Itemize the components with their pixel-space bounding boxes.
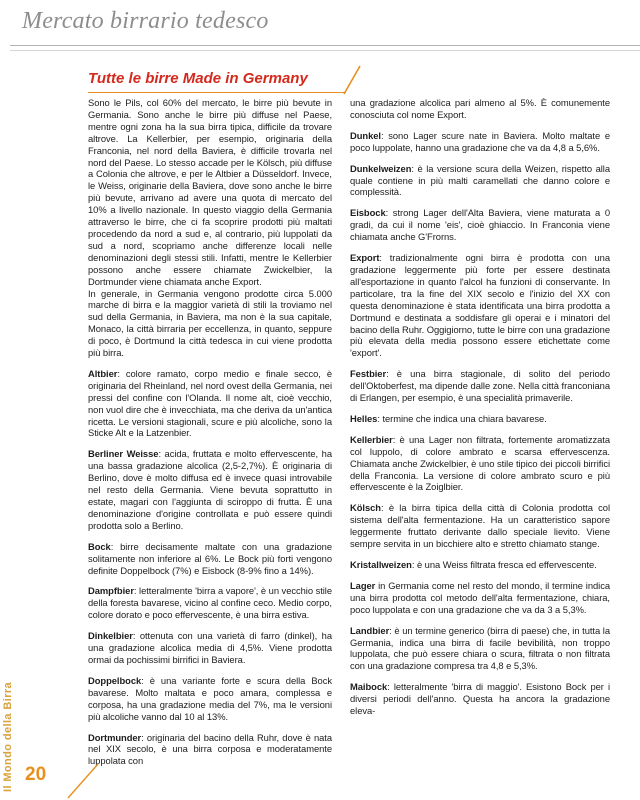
glossary-term: Kölsch — [350, 502, 381, 514]
page-header — [0, 0, 640, 56]
glossary-term: Dunkelweizen — [350, 162, 412, 174]
glossary-term: Kellerbier — [350, 433, 393, 445]
glossary-entry — [88, 541, 332, 577]
glossary-entry — [350, 130, 610, 154]
header-rule — [10, 45, 640, 46]
glossary-term: Dortmunder — [88, 731, 142, 743]
glossary-entry — [350, 625, 610, 673]
glossary-term: Landbier — [350, 624, 390, 636]
glossary-term: Dampfbier — [88, 585, 134, 597]
glossary-entry — [88, 585, 332, 621]
glossary-entry — [88, 448, 332, 531]
glossary-term: Bock — [88, 540, 111, 552]
intro-paragraph-2: In generale, in Germania vengono prodotte circa 5.000 marche di birra e la maggior varietà di stili la troviamo nel sud della Germania, in Baviera, ma non è la sua capitale, Monaco, la città birraria per eccellenza, in quanto, seppure di poco, è Dortmund la città tedesca in cui viene prodotta più birra. — [88, 287, 332, 359]
glossary-definition: : è una Lager non filtrata, fortemente aromatizzata col luppolo, di colore ambrato e scarsa effervescenza. Chiamata anche Zwickelbier, è uno stile tipico dei piccoli birrifici della Franconia. La versione di colore ambrato scuro e più effervescente è la Zoiglbier. — [350, 433, 610, 493]
glossary-entry — [350, 207, 610, 243]
glossary-term: Altbier — [88, 367, 118, 379]
glossary-entry — [350, 163, 610, 199]
glossary-definition: : birre decisamente maltate con una gradazione solitamente non inferiore al 6%. Le Bock più forti vengono definite Doppelbock (7%) e Eisbock (8-9% fino a 14%). — [88, 540, 332, 576]
glossary-definition: : termine che indica una chiara bavarese. — [377, 412, 547, 424]
glossary-term: Berliner Weisse — [88, 448, 159, 460]
left-column — [88, 97, 332, 767]
side-label — [2, 682, 16, 792]
glossary-definition: : acida, fruttata e molto effervescente, ha una bassa gradazione alcolica (2,5-2,7%). È originaria di Berlino, dove è molto diffusa ed è invece quasi introvabile nel resto della Germania. Viene bevuta soprattutto in estate, magari con l'aggiunta di sciroppo di frutta. È una denominazione d'origine controllata e può essere quindi prodotta solo a Berlino. — [88, 448, 332, 531]
glossary-definition: : letteralmente 'birra di maggio'. Esistono Bock per i diversi periodi dell'anno. Questa ha ancora la gradazione eleva- — [350, 681, 610, 717]
swoosh-icon — [342, 64, 362, 96]
section-title: Tutte le birre Made in Germany — [88, 70, 308, 87]
side-label-text: Il Mondo della Birra — [2, 681, 14, 792]
glossary-term: Dinkelbier — [88, 630, 133, 642]
glossary-entry — [350, 681, 610, 717]
glossary-term: Eisbock — [350, 207, 386, 219]
glossary-definition: : è un termine generico (birra di paese) che, in tutta la Germania, indica una birra di facile bevibilità, non troppo luppolata, che può essere chiara o scura, filtrata o non filtrata con una gradazione compresa tra 4,8 e 5,3%. — [350, 624, 610, 672]
glossary-entry — [350, 559, 610, 571]
title-underline — [88, 92, 346, 93]
glossary-term: Export — [350, 252, 380, 264]
glossary-definition: : è la versione scura della Weizen, rispetto alla quale contiene in più malti caramellati che danno colore e complessità. — [350, 162, 610, 198]
glossary-term: Lager — [350, 579, 376, 591]
glossary-entry — [350, 580, 610, 616]
glossary-definition: : originaria del bacino della Ruhr, dove è nata nel XIX secolo, è una birra corposa e moderatamente luppolata con — [88, 731, 332, 767]
glossary-definition: : è una variante forte e scura della Bock bavarese. Molto maltata e poco amara, complessa e corposa, ha una gradazione media del 7%, ma le versioni più alcoliche vanno dal 10 al 13%. — [88, 674, 332, 722]
glossary-entry — [350, 252, 610, 359]
glossary-entry — [88, 675, 332, 723]
glossary-term: Doppelbock — [88, 674, 142, 686]
glossary-term: Kristallweizen — [350, 559, 412, 570]
glossary-entry — [350, 368, 610, 404]
glossary-entry — [350, 434, 610, 494]
glossary-entry — [88, 630, 332, 666]
header-title: Mercato birrario tedesco — [22, 8, 269, 34]
glossary-definition: : strong Lager dell'Alta Baviera, viene maturata a 0 gradi, da cui il nome 'eis', cioè ghiaccio. In Franconia viene chiamata anche G'Frorns. — [350, 207, 610, 243]
glossary-definition: : letteralmente 'birra a vapore', è un vecchio stile della foresta bavarese, vicino al confine ceco. Medio corpo, colore dorato e poco effervescente, è una birra estiva. — [88, 585, 332, 621]
page-number: 20 — [25, 764, 47, 785]
glossary-entry — [350, 413, 610, 425]
glossary-definition: : ottenuta con una varietà di farro (dinkel), ha una gradazione alcolica media di 4,5%. Viene prodotta ormai da pochissimi birrifici in Baviera. — [88, 630, 332, 665]
intro-paragraph-1: Sono le Pils, col 60% del mercato, le birre più bevute in Germania. Sono anche le birre più diffuse nel Paese, mentre ogni zona ha la sua birra tipica, difficile da trovare altrove. La Kellerbier, per esempio, originaria della Franconia, nel nord della Baviera, è difficile trovarla nel nord del Paese. Lo stesso accade per le Kölsch, più diffuse a Colonia che altrove, e per le Altbier a Düsseldorf. Invece, le Weiss, originarie della Baviera, dove sono anche le birre più bevute, arrivano ad avere una quota di mercato del 10% a livello nazionale. In questo viaggio della Germania attraverso le birre, che ci fa scoprire prodotti più maltati procedendo da nord a sud e, al contrario, più luppolati da sud a nord, scopriamo anche differenze locali nelle denominazioni degli stessi stili. Infatti, mentre le Kellerbier possono anche essere chiamate Zwickelbier, la Dortmunder viene chiamata anche Export. — [88, 97, 332, 287]
glossary-entry — [88, 732, 332, 768]
glossary-term: Maibock — [350, 681, 388, 693]
glossary-term: Helles — [350, 412, 378, 424]
glossary-definition: : colore ramato, corpo medio e finale secco, è originaria del Rheinland, nel nord ovest della Germania, nei pressi del confine con l'Olanda. Il nome alt, cioè vecchio, non vuol dire che è invecchiata, ma che deriva da un'antica ricetta. Le versioni stagionali, scure e più alcoliche, sono la Sticke Alt e la Latzenbier. — [88, 367, 332, 439]
glossary-definition: : sono Lager scure nate in Baviera. Molto maltate e poco luppolate, hanno una gradazione che va da 4,8 a 5,6%. — [350, 129, 610, 153]
continued-paragraph: una gradazione alcolica pari almeno al 5%. È comunemente conosciuta col nome Export. — [350, 97, 610, 120]
corner-swoosh-icon — [64, 760, 104, 800]
glossary-definition: : è una Weiss filtrata fresca ed effervescente. — [411, 559, 597, 570]
glossary-definition: : tradizionalmente ogni birra è prodotta con una gradazione leggermente più forte per essere destinata all'esportazione in quanto l'alcol ha funzioni di conservante. In particolare, tra la fine del XIX secolo e l'inizio del XX con questa denominazione è stata identificata una birra prodotta a Dortmund e destinata a soddisfare gli operai e i minatori del bacino della Ruhr. Oggigiorno, tutte le birre con una gradazione più elevata della media possono essere etichettate come 'export'. — [350, 252, 610, 359]
glossary-definition: in Germania come nel resto del mondo, il termine indica una birra prodotta col metodo dell'alta fermentazione, chiara, poco luppolata e con una gradazione che va da 3 a 5,3%. — [350, 579, 610, 615]
glossary-term: Dunkel — [350, 129, 381, 141]
glossary-term: Festbier — [350, 368, 387, 380]
glossary-definition: : è la birra tipica della città di Colonia prodotta col sistema dell'alta fermentazione. Ha un caratteristico sapore leggermente fruttato derivante dallo speciale lievito. Viene sempre servita in un bicchiere alto e stretto chiamato stange. — [350, 502, 610, 550]
right-column — [350, 97, 610, 717]
header-rule-secondary — [10, 50, 640, 51]
glossary-definition: : è una birra stagionale, di solito del periodo dell'Oktoberfest, ma dipende dalle zone. Nella città franconiana di Erlangen, per esempio, è una specialità primaverile. — [350, 368, 610, 404]
glossary-entry — [350, 502, 610, 550]
glossary-entry — [88, 368, 332, 439]
